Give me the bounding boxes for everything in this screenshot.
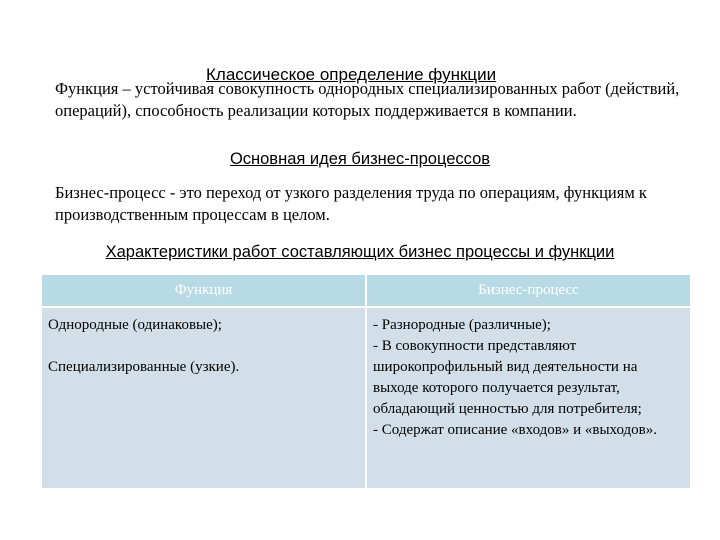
title-characteristics: Характеристики работ составляющих бизнес процессы и функции xyxy=(105,243,615,261)
header-function: Функция xyxy=(42,275,366,307)
function-definition: Функция – устойчивая совокупность однородных специализированных работ (действий, операций), способность реализации которых поддерживается в компании. xyxy=(55,79,680,120)
process-item: - Разнородные (различные); xyxy=(373,317,551,333)
table-row xyxy=(42,307,690,488)
title-classic-definition: Классическое определение функции xyxy=(206,65,497,84)
process-cell xyxy=(366,307,690,488)
function-cell xyxy=(42,307,366,488)
header-business-process: Бизнес-процесс xyxy=(366,275,690,307)
process-item: - В совокупности представляют широкопрофильный вид деятельности на выходе которого получается результат, обладающий ценностью для потребителя; xyxy=(373,338,642,417)
function-item: Однородные (одинаковые); xyxy=(48,317,222,333)
business-process-definition: Бизнес-процесс - это переход от узкого разделения труда по операциям, функциям к производственным процессам в целом. xyxy=(55,183,647,224)
table-header-row xyxy=(42,275,690,307)
process-item: - Содержат описание «входов» и «выходов». xyxy=(373,422,658,438)
comparison-table xyxy=(42,275,690,488)
function-item: Специализированные (узкие). xyxy=(48,359,240,375)
title-main-idea: Основная идея бизнес-процессов xyxy=(229,150,491,168)
